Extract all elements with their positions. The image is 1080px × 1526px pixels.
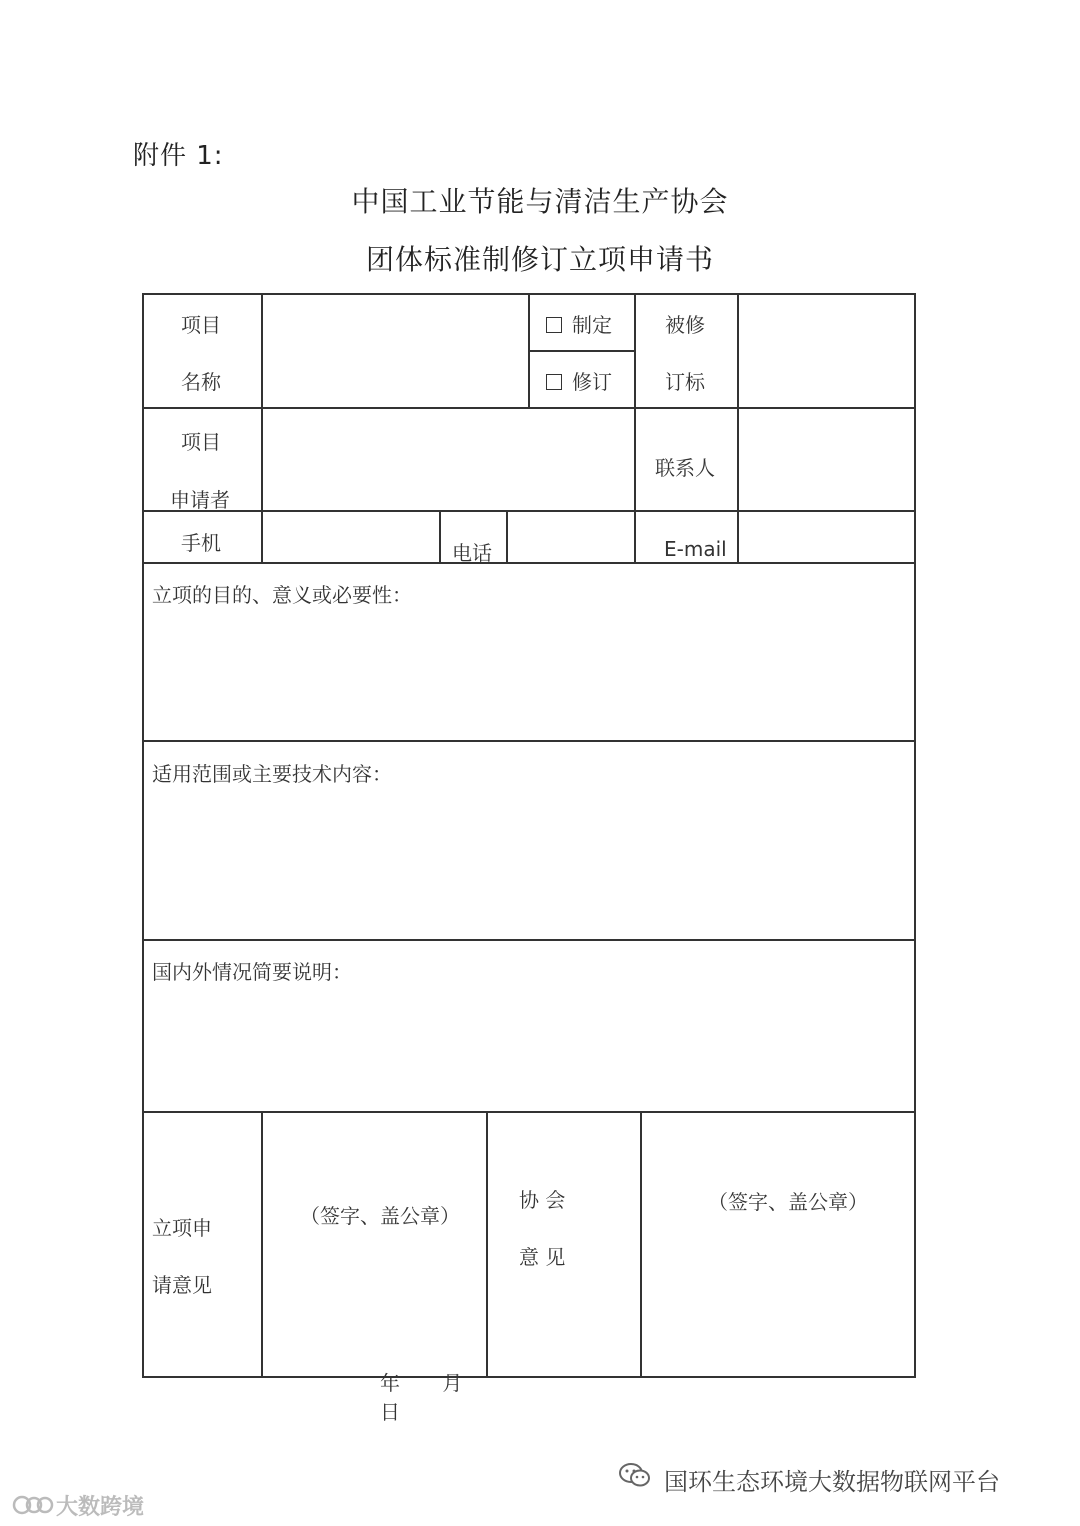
project-name-field[interactable] [263, 295, 527, 406]
revised-standard-field[interactable] [739, 295, 913, 406]
option-create[interactable] [546, 309, 612, 338]
col-divider [439, 510, 441, 562]
sign-stamp-left: （签字、盖公章） [300, 1204, 460, 1228]
table-border-right [914, 293, 916, 1377]
option-revise-label: 修订 [572, 370, 612, 394]
wechat-icon [618, 1461, 652, 1493]
scope-field[interactable] [144, 790, 913, 937]
purpose-field[interactable] [144, 610, 913, 738]
opinion-label-line2: 请意见 [152, 1273, 212, 1297]
opinion-label-line1: 立项申 [152, 1216, 212, 1240]
applicant-label-line1: 项目 [181, 430, 221, 454]
phone-field[interactable] [508, 512, 633, 561]
applicant-label-line2: 申请者 [170, 488, 230, 512]
applicant-field[interactable] [263, 409, 633, 509]
row-divider [142, 740, 916, 742]
date-line: 年 月 日 [380, 1371, 481, 1424]
option-divider [529, 350, 635, 352]
watermark-text: 大数跨境 [56, 1495, 145, 1520]
revise-checkbox[interactable] [546, 374, 562, 390]
mobile-label: 手机 [181, 531, 221, 555]
revised-standard-label-line2: 订标 [665, 370, 705, 394]
revised-standard-label-line1: 被修 [665, 313, 705, 337]
option-create-label: 制定 [572, 313, 612, 337]
document-title-line2: 团体标准制修订立项申请书 [365, 243, 714, 276]
situation-field[interactable] [144, 988, 913, 1109]
col-divider [261, 1111, 263, 1377]
scope-label: 适用范围或主要技术内容： [152, 762, 392, 786]
project-name-label-line2: 名称 [181, 370, 221, 394]
row-divider [142, 562, 916, 564]
mobile-field[interactable] [263, 512, 438, 561]
table-border-bottom [142, 1376, 916, 1378]
project-name-label-line1: 项目 [181, 313, 221, 337]
email-label: E-mail [664, 537, 727, 561]
contact-field[interactable] [739, 409, 913, 509]
document-title-line1: 中国工业节能与清洁生产协会 [351, 185, 729, 218]
col-divider [486, 1111, 488, 1377]
watermark-logo-icon [12, 1490, 56, 1518]
contact-label: 联系人 [655, 456, 715, 480]
attachment-label: 附件 1: [133, 141, 224, 171]
option-revise[interactable] [546, 366, 612, 395]
row-divider [142, 939, 916, 941]
situation-label: 国内外情况简要说明： [152, 960, 352, 984]
col-divider [528, 293, 530, 408]
account-name: 国环生态环境大数据物联网平台 [664, 1468, 1000, 1496]
sign-stamp-right: （签字、盖公章） [708, 1190, 868, 1214]
col-divider [634, 293, 636, 562]
row-divider [142, 1111, 916, 1113]
date-clip [368, 1365, 488, 1424]
association-label-line2: 意 见 [519, 1245, 566, 1269]
create-checkbox[interactable] [546, 317, 562, 333]
association-label-line1: 协 会 [519, 1188, 566, 1212]
col-divider [640, 1111, 642, 1377]
email-field[interactable] [739, 512, 913, 561]
purpose-label: 立项的目的、意义或必要性： [152, 583, 412, 607]
watermark-logo [12, 1490, 56, 1522]
phone-label: 电话 [452, 541, 492, 565]
